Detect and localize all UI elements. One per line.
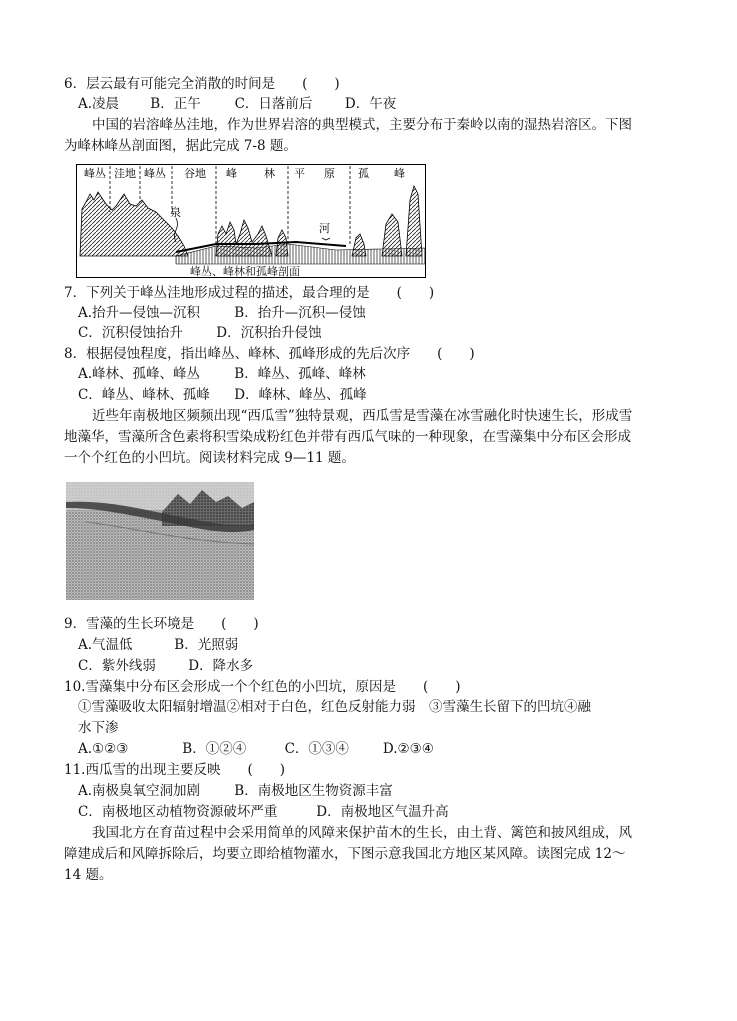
- q7-options-row1: [78, 303, 366, 323]
- q9-option-d: D．降水多: [188, 658, 254, 674]
- q11-options-row2: [78, 802, 449, 822]
- intro-9-11-line2: 地藻华，雪藻所含色素将积雪染成粉红色并带有西瓜气味的一种现象，在雪藻集中分布区会形成: [64, 429, 631, 445]
- intro-12-14-line1: 我国北方在育苗过程中会采用简单的风障来保护苗木的生长，由土背、篱笆和披风组成，风: [92, 825, 632, 841]
- q8-option-b: B．峰丛、孤峰、峰林: [234, 366, 366, 382]
- q6-option-d: D．午夜: [344, 96, 397, 112]
- intro-7-8-line1: 中国的岩溶峰丛洼地，作为世界岩溶的典型模式，主要分布于秦岭以南的湿热岩溶区。下图: [92, 117, 632, 133]
- profile-label-ping: 平: [294, 167, 305, 180]
- q8-option-a: A.峰林、孤峰、峰丛: [78, 366, 201, 382]
- profile-label-feng-2: 峰: [394, 167, 405, 180]
- profile-label-gu: 孤: [358, 167, 369, 180]
- profile-label-lin: 林: [264, 167, 275, 180]
- q11-stem: 11.西瓜雪的出现主要反映 ( ): [64, 762, 286, 778]
- q8-stem: 8．根据侵蚀程度，指出峰丛、峰林、孤峰形成的先后次序 ( ): [64, 346, 475, 362]
- q8-option-c: C．峰丛、峰林、孤峰: [78, 387, 210, 403]
- q8-options-row1: [78, 364, 366, 384]
- q10-stem: 10.雪藻集中分布区会形成一个个红色的小凹坑，原因是 ( ): [64, 679, 461, 695]
- q8-options-row2: [78, 385, 367, 405]
- q9-options-row1: [78, 635, 238, 655]
- karst-profile-drawing: [76, 164, 426, 278]
- profile-label-river: 河: [319, 222, 330, 235]
- q9-option-b: B．光照弱: [174, 637, 239, 653]
- q10-statements-line1: ①雪藻吸收太阳辐射增温②相对于白色，红色反射能力弱 ③雪藻生长留下的凹坑④融: [78, 699, 591, 715]
- profile-label-wadi: 洼地: [114, 167, 136, 180]
- intro-12-14-line2: 障建成后和风障拆除后，均要立即给植物灌水，下图示意我国北方地区某风障。读图完成 12～: [64, 846, 626, 862]
- profile-label-fengcong-1: 峰丛: [84, 167, 106, 180]
- q6-option-a: A.凌晨: [78, 96, 120, 112]
- profile-label-spring: 泉: [170, 206, 181, 219]
- intro-9-11-line1: 近些年南极地区频频出现“西瓜雪”独特景观，西瓜雪是雪藻在冰雪融化时快速生长，形成雪: [92, 408, 633, 424]
- q10-option-a: A.①②③: [78, 741, 129, 757]
- q11-options-row1: [78, 781, 393, 801]
- q10-option-c: C．①③④: [284, 741, 349, 757]
- q9-options-row2: [78, 656, 253, 676]
- q6-option-b: B．正午: [150, 96, 201, 112]
- profile-label-feng: 峰: [226, 167, 237, 180]
- q11-option-a: A.南极臭氧空洞加剧: [78, 783, 201, 799]
- q7-options-row2: [78, 323, 322, 343]
- profile-label-fengcong-2: 峰丛: [144, 167, 166, 180]
- q7-option-c: C．沉积侵蚀抬升: [78, 325, 183, 341]
- q7-stem: 7．下列关于峰丛洼地形成过程的描述，最合理的是 ( ): [64, 285, 435, 301]
- profile-label-gudi: 谷地: [184, 167, 206, 180]
- q7-option-b: B．抬升—沉积—侵蚀: [234, 305, 366, 321]
- q6-options: [78, 94, 396, 114]
- profile-label-yuan: 原: [324, 167, 335, 180]
- q7-option-d: D．沉积抬升侵蚀: [216, 325, 322, 341]
- profile-caption: 峰丛、峰林和孤峰剖面: [190, 265, 300, 278]
- intro-12-14-line3: 14 题。: [64, 867, 113, 883]
- q11-option-d: D．南极地区气温升高: [316, 804, 449, 820]
- q10-option-b: B．①②④: [182, 741, 247, 757]
- q6-stem: 6．层云最有可能完全消散的时间是 ( ): [64, 76, 340, 92]
- q8-option-d: D．峰林、峰丛、孤峰: [234, 387, 367, 403]
- q11-option-b: B．南极地区生物资源丰富: [234, 783, 393, 799]
- q10-statements-line2: 水下渗: [78, 720, 119, 736]
- q9-stem: 9．雪藻的生长环境是 ( ): [64, 616, 259, 632]
- q11-option-c: C．南极地区动植物资源破坏严重: [78, 804, 278, 820]
- q10-option-d: D.②③④: [382, 741, 434, 757]
- q10-options: [78, 739, 434, 759]
- watermelon-snow-photo: [66, 482, 254, 600]
- q9-option-c: C．紫外线弱: [78, 658, 156, 674]
- intro-9-11-line3: 一个个红色的小凹坑。阅读材料完成 9—11 题。: [64, 450, 355, 466]
- watermelon-snow-photo-drawing: [66, 482, 254, 600]
- q6-option-c: C．日落前后: [234, 96, 313, 112]
- intro-7-8-line2: 为峰林峰丛剖面图，据此完成 7-8 题。: [64, 138, 297, 154]
- karst-profile-figure: [76, 164, 426, 278]
- q7-option-a: A.抬升—侵蚀—沉积: [78, 305, 201, 321]
- q9-option-a: A.气温低: [78, 637, 133, 653]
